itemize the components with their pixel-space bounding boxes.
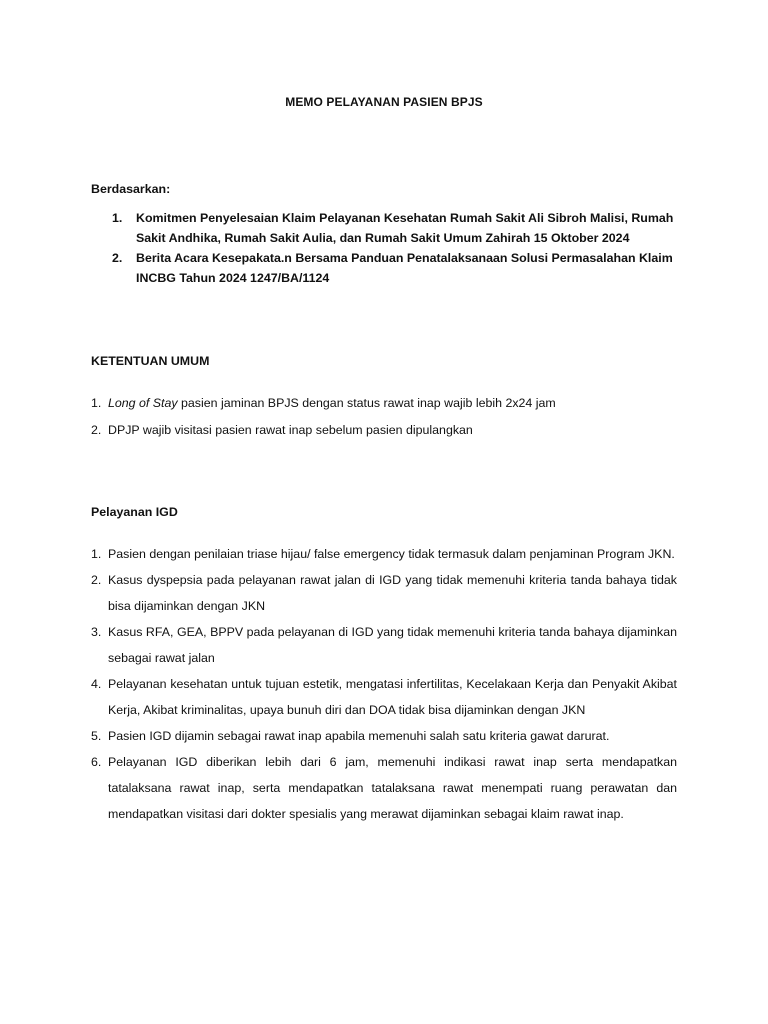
igd-item-number: 1. xyxy=(91,547,102,561)
igd-item-number: 6. xyxy=(91,755,102,769)
igd-item xyxy=(91,541,677,567)
igd-item-number: 4. xyxy=(91,677,102,691)
basis-item-text: Komitmen Penyelesaian Klaim Pelayanan Kesehatan Rumah Sakit Ali Sibroh Malisi, Rumah Sakit Andhika, Rumah Sakit Aulia, dan Rumah Sakit Umum Zahirah 15 Oktober 2024 xyxy=(136,211,674,245)
igd-item-text: Pasien dengan penilaian triase hijau/ false emergency tidak termasuk dalam penjaminan Program JKN. xyxy=(108,547,675,561)
general-item-italic-text: Long of Stay xyxy=(108,396,178,410)
general-item-number: 1. xyxy=(91,396,102,410)
basis-item xyxy=(91,208,681,248)
basis-item xyxy=(91,248,681,288)
igd-item-text: Pasien IGD dijamin sebagai rawat inap apabila memenuhi salah satu kriteria gawat darurat. xyxy=(108,729,610,743)
general-item-text: DPJP wajib visitasi pasien rawat inap sebelum pasien dipulangkan xyxy=(108,423,473,437)
igd-item xyxy=(91,723,677,749)
igd-item-text: Kasus dyspepsia pada pelayanan rawat jalan di IGD yang tidak memenuhi kriteria tanda bahaya tidak bisa dijaminkan dengan JKN xyxy=(108,573,677,613)
igd-item-number: 2. xyxy=(91,573,102,587)
basis-item-number: 2. xyxy=(112,251,123,265)
igd-list xyxy=(91,541,677,827)
igd-item-number: 5. xyxy=(91,729,102,743)
general-item xyxy=(91,390,681,416)
basis-item-text: Berita Acara Kesepakata.n Bersama Panduan Penatalaksanaan Solusi Permasalahan Klaim INCBG Tahun 2024 1247/BA/1124 xyxy=(136,251,673,285)
igd-item-text: Pelayanan kesehatan untuk tujuan estetik, mengatasi infertilitas, Kecelakaan Kerja dan Penyakit Akibat Kerja, Akibat kriminalitas, upaya bunuh diri dan DOA tidak bisa dijaminkan dengan JKN xyxy=(108,677,677,717)
igd-item-text: Pelayanan IGD diberikan lebih dari 6 jam, memenuhi indikasi rawat inap serta mendapatkan tatalaksana rawat inap, serta mendapatkan tatalaksana rawat menempati ruang perawatan dan mendapatkan visitasi dari dokter spesialis yang merawat dijaminkan sebagai klaim rawat inap. xyxy=(108,755,677,821)
general-list xyxy=(91,390,681,444)
igd-item xyxy=(91,567,677,619)
basis-list xyxy=(91,208,681,288)
basis-item-number: 1. xyxy=(112,211,123,225)
igd-item xyxy=(91,671,677,723)
memo-title: MEMO PELAYANAN PASIEN BPJS xyxy=(285,95,483,109)
igd-heading: Pelayanan IGD xyxy=(91,505,178,519)
general-item-number: 2. xyxy=(91,423,102,437)
general-item-text: pasien jaminan BPJS dengan status rawat inap wajib lebih 2x24 jam xyxy=(177,396,556,410)
igd-item xyxy=(91,619,677,671)
igd-item-text: Kasus RFA, GEA, BPPV pada pelayanan di IGD yang tidak memenuhi kriteria tanda bahaya dijaminkan sebagai rawat jalan xyxy=(108,625,677,665)
general-item xyxy=(91,417,681,443)
igd-item xyxy=(91,749,677,827)
igd-item-number: 3. xyxy=(91,625,102,639)
general-heading: KETENTUAN UMUM xyxy=(91,354,210,368)
basis-heading: Berdasarkan: xyxy=(91,182,171,196)
